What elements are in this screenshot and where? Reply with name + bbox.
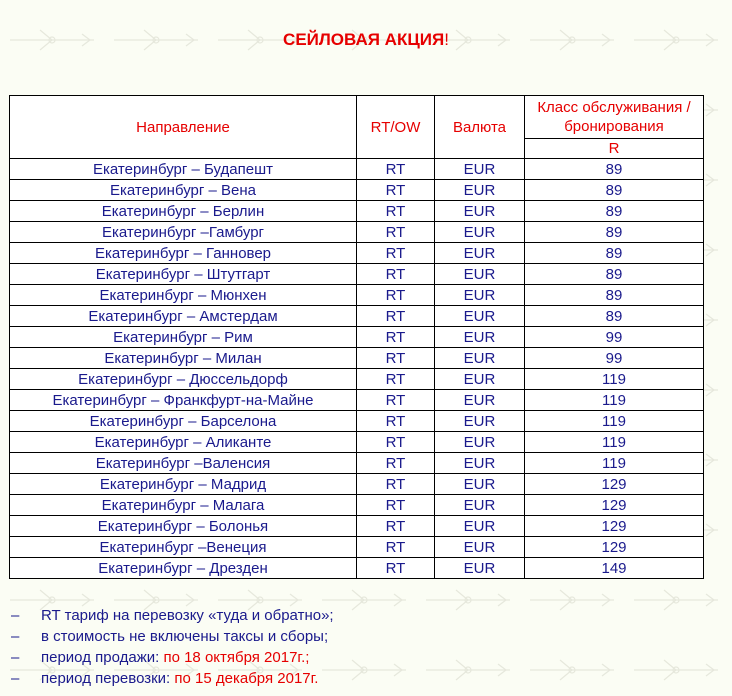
cell-currency: EUR bbox=[435, 474, 525, 495]
cell-price: 89 bbox=[525, 264, 704, 285]
header-service-class-line2: бронирования bbox=[564, 118, 664, 135]
note-dash: – bbox=[11, 670, 20, 687]
cell-rt-ow: RT bbox=[357, 201, 435, 222]
cell-price: 119 bbox=[525, 369, 704, 390]
cell-price: 119 bbox=[525, 390, 704, 411]
fares-table bbox=[9, 95, 704, 579]
cell-direction: Екатеринбург – Мюнхен bbox=[10, 285, 357, 306]
cell-price: 89 bbox=[525, 222, 704, 243]
cell-currency: EUR bbox=[435, 180, 525, 201]
note-item bbox=[11, 605, 334, 626]
cell-currency: EUR bbox=[435, 453, 525, 474]
cell-rt-ow: RT bbox=[357, 474, 435, 495]
table-row bbox=[10, 348, 704, 369]
cell-rt-ow: RT bbox=[357, 222, 435, 243]
cell-direction: Екатеринбург –Гамбург bbox=[10, 222, 357, 243]
cell-rt-ow: RT bbox=[357, 411, 435, 432]
note-item bbox=[11, 668, 334, 689]
table-row bbox=[10, 306, 704, 327]
cell-direction: Екатеринбург – Дюссельдорф bbox=[10, 369, 357, 390]
cell-direction: Екатеринбург – Барселона bbox=[10, 411, 357, 432]
note-text: RT тариф на перевозку «туда и обратно»; bbox=[41, 607, 334, 624]
cell-currency: EUR bbox=[435, 222, 525, 243]
header-class-code: R bbox=[525, 139, 704, 159]
cell-rt-ow: RT bbox=[357, 348, 435, 369]
cell-direction: Екатеринбург –Венеция bbox=[10, 537, 357, 558]
cell-currency: EUR bbox=[435, 390, 525, 411]
cell-currency: EUR bbox=[435, 411, 525, 432]
cell-price: 129 bbox=[525, 516, 704, 537]
cell-currency: EUR bbox=[435, 327, 525, 348]
cell-price: 89 bbox=[525, 180, 704, 201]
table-row bbox=[10, 537, 704, 558]
cell-currency: EUR bbox=[435, 537, 525, 558]
cell-currency: EUR bbox=[435, 369, 525, 390]
cell-rt-ow: RT bbox=[357, 327, 435, 348]
cell-direction: Екатеринбург – Будапешт bbox=[10, 159, 357, 180]
cell-direction: Екатеринбург – Амстердам bbox=[10, 306, 357, 327]
cell-rt-ow: RT bbox=[357, 390, 435, 411]
cell-direction: Екатеринбург – Штутгарт bbox=[10, 264, 357, 285]
cell-direction: Екатеринбург – Малага bbox=[10, 495, 357, 516]
cell-price: 89 bbox=[525, 285, 704, 306]
page-title bbox=[0, 30, 732, 50]
cell-rt-ow: RT bbox=[357, 558, 435, 579]
header-direction: Направление bbox=[10, 96, 357, 159]
header-currency: Валюта bbox=[435, 96, 525, 159]
table-row bbox=[10, 453, 704, 474]
cell-direction: Екатеринбург – Аликанте bbox=[10, 432, 357, 453]
note-item bbox=[11, 626, 334, 647]
cell-direction: Екатеринбург – Милан bbox=[10, 348, 357, 369]
cell-rt-ow: RT bbox=[357, 285, 435, 306]
cell-currency: EUR bbox=[435, 348, 525, 369]
table-row bbox=[10, 264, 704, 285]
note-dash: – bbox=[11, 649, 20, 666]
cell-direction: Екатеринбург – Ганновер bbox=[10, 243, 357, 264]
cell-rt-ow: RT bbox=[357, 243, 435, 264]
cell-currency: EUR bbox=[435, 264, 525, 285]
cell-rt-ow: RT bbox=[357, 495, 435, 516]
cell-rt-ow: RT bbox=[357, 537, 435, 558]
notes-list bbox=[11, 605, 334, 689]
table-row bbox=[10, 327, 704, 348]
table-row bbox=[10, 222, 704, 243]
cell-rt-ow: RT bbox=[357, 180, 435, 201]
cell-currency: EUR bbox=[435, 159, 525, 180]
sale-period-value: по 18 октября 2017г.; bbox=[163, 649, 310, 666]
table-row bbox=[10, 474, 704, 495]
table-row bbox=[10, 285, 704, 306]
table-row bbox=[10, 201, 704, 222]
cell-direction: Екатеринбург – Мадрид bbox=[10, 474, 357, 495]
cell-direction: Екатеринбург – Дрезден bbox=[10, 558, 357, 579]
note-label: период перевозки: bbox=[41, 670, 171, 687]
cell-rt-ow: RT bbox=[357, 453, 435, 474]
cell-price: 149 bbox=[525, 558, 704, 579]
cell-currency: EUR bbox=[435, 432, 525, 453]
note-item bbox=[11, 647, 334, 668]
cell-rt-ow: RT bbox=[357, 264, 435, 285]
note-label: период продажи: bbox=[41, 649, 160, 666]
note-dash: – bbox=[11, 628, 20, 645]
table-row bbox=[10, 432, 704, 453]
cell-price: 89 bbox=[525, 201, 704, 222]
cell-rt-ow: RT bbox=[357, 516, 435, 537]
cell-direction: Екатеринбург – Рим bbox=[10, 327, 357, 348]
cell-price: 89 bbox=[525, 159, 704, 180]
table-row bbox=[10, 243, 704, 264]
cell-currency: EUR bbox=[435, 243, 525, 264]
header-rt-ow: RT/OW bbox=[357, 96, 435, 159]
table-row bbox=[10, 516, 704, 537]
cell-price: 129 bbox=[525, 537, 704, 558]
table-row bbox=[10, 159, 704, 180]
cell-price: 129 bbox=[525, 474, 704, 495]
table-row bbox=[10, 180, 704, 201]
cell-price: 99 bbox=[525, 327, 704, 348]
cell-currency: EUR bbox=[435, 201, 525, 222]
cell-price: 89 bbox=[525, 243, 704, 264]
cell-direction: Екатеринбург – Франкфурт-на-Майне bbox=[10, 390, 357, 411]
cell-currency: EUR bbox=[435, 285, 525, 306]
header-service-class-line1: Класс обслуживания / bbox=[537, 99, 691, 116]
table-row bbox=[10, 495, 704, 516]
fares-table-body bbox=[10, 159, 704, 579]
cell-currency: EUR bbox=[435, 516, 525, 537]
travel-period-value: по 15 декабря 2017г. bbox=[174, 670, 319, 687]
cell-direction: Екатеринбург – Берлин bbox=[10, 201, 357, 222]
cell-price: 119 bbox=[525, 411, 704, 432]
title-main: СЕЙЛОВАЯ АКЦИЯ bbox=[283, 30, 445, 49]
header-service-class bbox=[525, 96, 704, 139]
table-row bbox=[10, 390, 704, 411]
cell-price: 119 bbox=[525, 432, 704, 453]
cell-price: 129 bbox=[525, 495, 704, 516]
cell-currency: EUR bbox=[435, 306, 525, 327]
cell-direction: Екатеринбург –Валенсия bbox=[10, 453, 357, 474]
cell-direction: Екатеринбург – Вена bbox=[10, 180, 357, 201]
cell-currency: EUR bbox=[435, 495, 525, 516]
cell-rt-ow: RT bbox=[357, 369, 435, 390]
cell-rt-ow: RT bbox=[357, 432, 435, 453]
cell-price: 119 bbox=[525, 453, 704, 474]
table-row bbox=[10, 411, 704, 432]
note-text: в стоимость не включены таксы и сборы; bbox=[41, 628, 329, 645]
note-dash: – bbox=[11, 607, 20, 624]
cell-price: 89 bbox=[525, 306, 704, 327]
cell-direction: Екатеринбург – Болонья bbox=[10, 516, 357, 537]
cell-price: 99 bbox=[525, 348, 704, 369]
cell-rt-ow: RT bbox=[357, 306, 435, 327]
cell-currency: EUR bbox=[435, 558, 525, 579]
cell-rt-ow: RT bbox=[357, 159, 435, 180]
table-row bbox=[10, 558, 704, 579]
title-exclamation: ! bbox=[444, 30, 449, 49]
table-row bbox=[10, 369, 704, 390]
